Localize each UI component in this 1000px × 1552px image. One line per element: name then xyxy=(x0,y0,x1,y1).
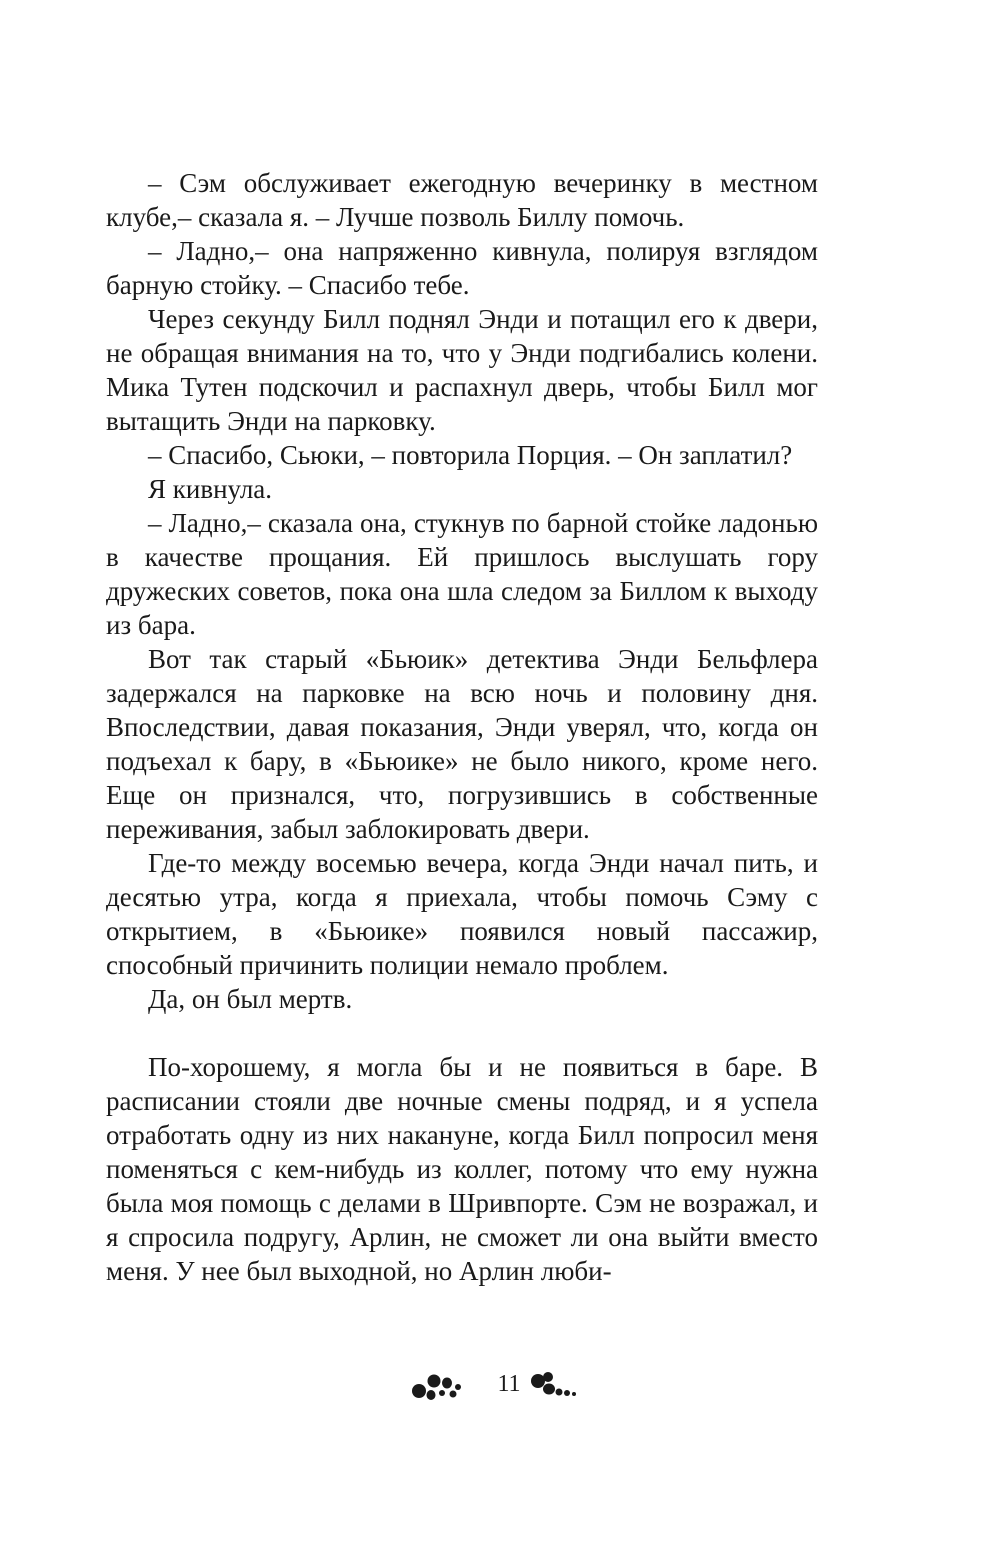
left-blot-ornament-icon xyxy=(409,1367,489,1401)
paragraph: Вот так старый «Бьюик» детектива Энди Бельфлера задержался на парковке на всю ночь и половину дня. Впоследствии, давая показания, Энди уверял, что, когда он подъехал к бару, в «Бьюике» не было никого, кроме него. Еще он признался, что, погрузившись в собственные переживания, забыл заблокировать двери. xyxy=(106,644,818,844)
paragraph: Через секунду Билл поднял Энди и потащил его к двери, не обращая внимания на то, что у Энди подгибались колени. Мика Тутен подскочил и распахнул дверь, чтобы Билл мог вытащить Энди на парковку. xyxy=(106,304,818,436)
body-text xyxy=(106,166,818,1288)
paragraph: Да, он был мертв. xyxy=(148,984,353,1014)
paragraph: По-хорошему, я могла бы и не появиться в баре. В расписании стояли две ночные смены подряд, и я успела отработать одну из них накануне, когда Билл попросил меня поменяться с кем-нибудь из коллег, потому что ему нужна была моя помощь с делами в Шривпорте. Сэм не возражал, и я спросила подругу, Арлин, не сможет ли она выйти вместо меня. У нее был выходной, но Арлин люби- xyxy=(106,1052,818,1286)
paragraph: – Ладно,– она напряженно кивнула, полируя взглядом барную стойку. – Спасибо тебе. xyxy=(106,236,818,300)
paragraph: – Спасибо, Сьюки, – повторила Порция. – Он заплатил? xyxy=(148,440,793,470)
paragraph: Я кивнула. xyxy=(148,474,273,504)
section-break xyxy=(106,1016,818,1050)
page-number: 11 xyxy=(497,1371,521,1397)
paragraph: – Сэм обслуживает ежегодную вечеринку в местном клубе,– сказала я. – Лучше позволь Биллу помочь. xyxy=(106,168,818,232)
paragraph: Где-то между восемью вечера, когда Энди начал пить, и десятью утра, когда я приехала, чтобы помочь Сэму с открытием, в «Бьюике» появился новый пассажир, способный причинить полиции немало проблем. xyxy=(106,848,818,980)
right-blot-ornament-icon xyxy=(529,1367,591,1401)
paragraph: – Ладно,– сказала она, стукнув по барной стойке ладонью в качестве прощания. Ей пришлось выслушать гору дружеских советов, пока она шла следом за Биллом к выходу из бара. xyxy=(106,508,818,640)
page-footer xyxy=(0,1364,1000,1404)
